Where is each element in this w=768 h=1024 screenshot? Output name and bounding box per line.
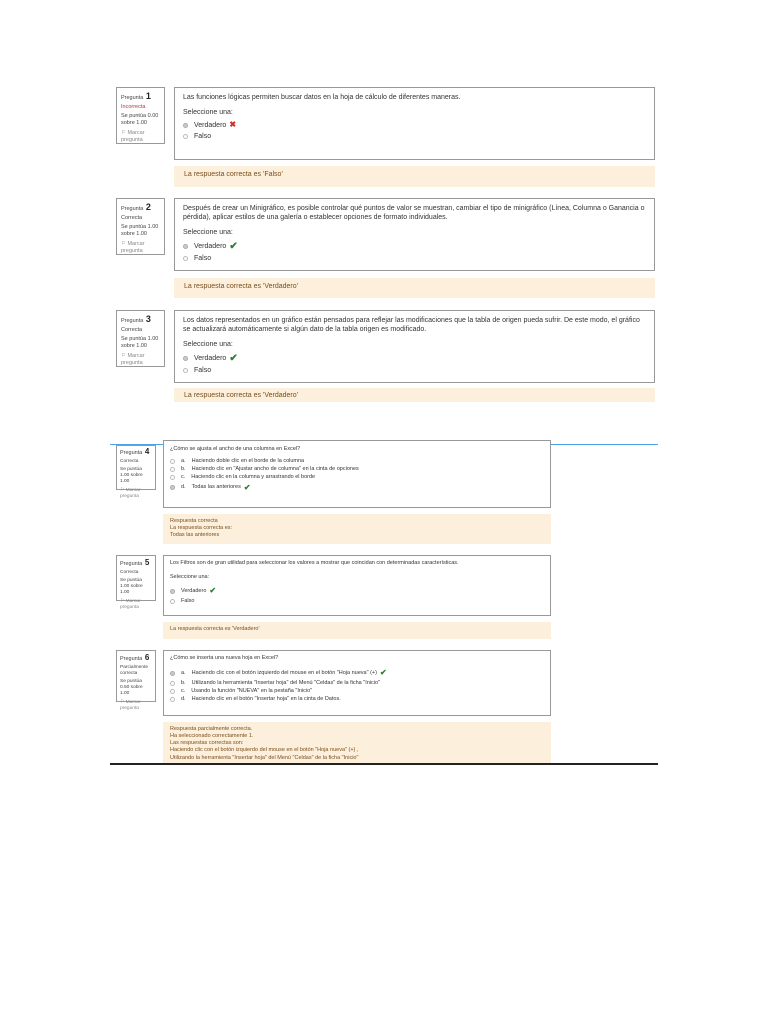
radio-button[interactable] <box>170 599 175 604</box>
question-info <box>116 87 165 144</box>
radio-button[interactable] <box>183 256 188 261</box>
answer-option[interactable] <box>170 466 544 473</box>
feedback-line: La respuesta correcta es 'Verdadero' <box>184 283 298 290</box>
option-label: Verdadero <box>181 587 207 594</box>
checkbox[interactable] <box>170 459 175 464</box>
feedback-box <box>163 622 551 639</box>
question-score: Se puntúa 1.00 sobre 1.00 <box>120 466 143 484</box>
flag-question-link[interactable]: ⚐ Marcar pregunta <box>121 352 145 366</box>
feedback-line: Todas las anteriores <box>170 532 220 539</box>
question-info <box>116 310 165 367</box>
feedback-line: Respuesta parcialmente correcta. <box>170 726 253 732</box>
feedback-line: Las respuestas correctas son: <box>170 740 244 747</box>
question-number: Pregunta 6 <box>120 653 150 662</box>
option-label: Todas las anteriores <box>191 484 241 491</box>
question-text: Los Filtros son de gran utilidad para seleccionar los valores a mostrar que coincidan con determinadas características. <box>170 560 459 566</box>
question-score: Se puntúa 1.00 sobre 1.00 <box>121 224 159 237</box>
checkbox[interactable] <box>170 671 175 676</box>
question-score: Se puntúa 0.50 sobre 1.00 <box>120 678 143 696</box>
answer-option[interactable] <box>183 120 646 130</box>
checkbox[interactable] <box>170 467 175 472</box>
question-number: Pregunta 2 <box>121 202 151 212</box>
option-label: Haciendo clic en la columna y arrastrando el borde <box>191 474 316 481</box>
question-state: Correcta <box>120 459 139 464</box>
option-letter: c. <box>181 474 186 481</box>
radio-button[interactable] <box>183 356 188 361</box>
correct-check-icon: ✔ <box>209 586 217 596</box>
answer-option[interactable] <box>170 598 544 605</box>
option-label: Falso <box>181 597 195 604</box>
question-number: Pregunta 1 <box>121 91 151 101</box>
checkbox[interactable] <box>170 475 175 480</box>
feedback-box <box>174 388 655 402</box>
select-prompt: Seleccione una: <box>183 109 233 117</box>
feedback-line: Utilizando la herramienta "Insertar hoja" del Menú "Celdas" de la ficha "Inicio" <box>170 754 359 761</box>
question-number: Pregunta 3 <box>121 314 151 324</box>
option-label: Haciendo clic en "Ajustar ancho de columna" en la cinta de opciones <box>191 466 359 473</box>
question-state: Correcta <box>120 570 139 575</box>
select-prompt: Seleccione una: <box>183 341 233 349</box>
checkbox[interactable] <box>170 689 175 694</box>
question-content <box>163 555 551 616</box>
feedback-box <box>163 514 551 544</box>
option-letter: d. <box>181 484 186 491</box>
option-letter: b. <box>181 466 186 473</box>
answer-option[interactable] <box>170 668 544 678</box>
checkbox[interactable] <box>170 681 175 686</box>
answer-option[interactable] <box>183 352 646 365</box>
answer-option[interactable] <box>170 586 544 596</box>
option-label: Verdadero <box>194 121 227 129</box>
answer-option[interactable] <box>183 240 646 253</box>
option-label: Falso <box>194 255 212 263</box>
question-state: Correcta <box>121 215 143 222</box>
option-label: Haciendo clic con el botón izquierdo del mouse en el botón "Hoja nueva" (+) <box>191 669 377 676</box>
flag-question-link[interactable]: ⚐ Marcar pregunta <box>121 129 145 143</box>
radio-button[interactable] <box>183 244 188 249</box>
question-info <box>116 445 156 499</box>
option-label: Utilizando la herramienta "Insertar hoja" del Menú "Celdas" de la ficha "Inicio" <box>191 679 381 686</box>
checkbox[interactable] <box>170 485 175 490</box>
question-text: Las funciones lógicas permiten buscar datos en la hoja de cálculo de diferentes maneras. <box>183 94 461 101</box>
answer-option[interactable] <box>170 680 544 687</box>
option-label: Haciendo doble clic en el borde de la columna <box>191 458 305 465</box>
question-content <box>163 440 551 508</box>
radio-button[interactable] <box>183 134 188 139</box>
answer-option[interactable] <box>170 688 544 695</box>
question-score: Se puntúa 1.00 sobre 1.00 <box>121 336 159 349</box>
question-number: Pregunta 5 <box>120 558 150 567</box>
checkbox[interactable] <box>170 697 175 702</box>
select-prompt: Seleccione una: <box>170 574 210 581</box>
answer-option[interactable] <box>170 458 544 465</box>
option-label: Falso <box>194 132 212 140</box>
answer-option[interactable] <box>170 474 544 481</box>
question-score: Se puntúa 1.00 sobre 1.00 <box>120 577 143 595</box>
feedback-line: La respuesta correcta es 'Falso' <box>184 171 283 178</box>
option-label: Falso <box>194 367 212 375</box>
answer-option[interactable] <box>183 254 646 263</box>
option-letter: b. <box>181 679 186 686</box>
answer-option[interactable] <box>170 483 544 493</box>
option-letter: a. <box>181 669 186 676</box>
feedback-line: Haciendo clic con el botón izquierdo del mouse en el botón "Hoja nueva" (+) , <box>170 747 359 754</box>
question-content <box>174 310 655 383</box>
question-state: Parcialmente correcta <box>120 665 148 676</box>
question-state: Correcta <box>121 327 143 334</box>
option-label: Usando la función "NUEVA" en la pestaña "Inicio" <box>191 687 313 694</box>
correct-check-icon: ✔ <box>379 668 387 678</box>
option-label: Verdadero <box>194 243 227 251</box>
question-content <box>163 650 551 716</box>
feedback-line: Respuesta correcta <box>170 518 218 524</box>
question-text: Después de crear un Minigráfico, es posible controlar qué puntos de valor se muestran, cambiar el tipo de minigráfico (Línea, Columna o Ganancia o pérdida), aplicar estilos de una galería o establecer opciones de formato individuales. <box>183 205 645 222</box>
correct-check-icon: ✔ <box>243 482 251 492</box>
flag-question-link[interactable]: ⚐ Marcar pregunta <box>121 240 145 254</box>
incorrect-icon: ✖ <box>229 120 237 130</box>
question-info <box>116 555 156 610</box>
flag-question-link[interactable]: ⚐ Marcar pregunta <box>120 699 141 711</box>
question-text: Los datos representados en un gráfico están pensados para reflejar las modificaciones que la tabla de origen pueda sufrir. De este modo, el gráfico se actualizará automáticamente si algún dato de la tabla origen es modificado. <box>183 317 640 334</box>
question-content <box>174 198 655 271</box>
option-letter: a. <box>181 458 186 465</box>
option-letter: d. <box>181 695 186 702</box>
feedback-line: La respuesta correcta es: <box>170 525 233 532</box>
flag-question-link[interactable]: ⚐ Marcar pregunta <box>120 487 141 499</box>
question-text: ¿Cómo se ajusta el ancho de una columna en Excel? <box>170 446 301 452</box>
feedback-line: Ha seleccionado correctamente 1. <box>170 733 254 740</box>
flag-question-link[interactable]: ⚐ Marcar pregunta <box>120 598 141 610</box>
question-text: ¿Cómo se inserta una nueva hoja en Excel? <box>170 655 279 661</box>
correct-check-icon: ✔ <box>229 241 238 253</box>
radio-button[interactable] <box>183 123 188 128</box>
radio-button[interactable] <box>183 368 188 373</box>
correct-check-icon: ✔ <box>229 353 238 365</box>
feedback-box <box>174 166 655 187</box>
question-info <box>116 650 156 711</box>
question-state: Incorrecta <box>121 104 146 111</box>
answer-option[interactable] <box>183 132 646 141</box>
question-number: Pregunta 4 <box>120 447 150 456</box>
question-info <box>116 198 165 255</box>
answer-option[interactable] <box>183 366 646 375</box>
option-letter: c. <box>181 687 186 694</box>
bottom-divider <box>110 763 658 765</box>
feedback-line: La respuesta correcta es 'Verdadero' <box>170 626 260 632</box>
feedback-box <box>174 278 655 298</box>
feedback-box <box>163 722 551 763</box>
answer-option[interactable] <box>170 696 544 703</box>
question-content <box>174 87 655 160</box>
option-label: Verdadero <box>194 355 227 363</box>
radio-button[interactable] <box>170 589 175 594</box>
question-score: Se puntúa 0.00 sobre 1.00 <box>121 113 159 126</box>
select-prompt: Seleccione una: <box>183 229 233 237</box>
option-label: Haciendo clic en el botón "Insertar hoja" en la cinta de Datos. <box>191 695 341 702</box>
feedback-line: La respuesta correcta es 'Verdadero' <box>184 392 298 399</box>
